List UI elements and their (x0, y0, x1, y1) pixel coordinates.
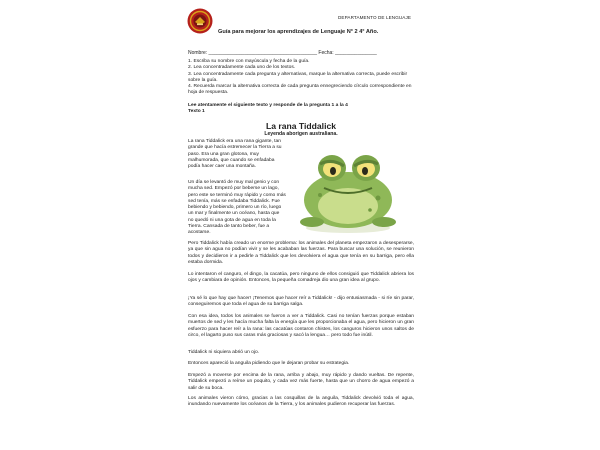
story-paragraph: Los animales vieron cómo, gracias a las cosquillas de la anguila, Tiddalick devolvió toda el agua, inundando nuevamente los océanos de la Tierra, y los animales pudieron recuperar las fuerzas. (188, 396, 414, 408)
school-crest-icon (187, 8, 213, 34)
story-paragraph: Pero Tiddalick había creado un enorme problema: los animales del planeta empezaron a desesperarse, ya que sin agua no podían vivir y se les acababan las fuerzas. Para buscar una solución, se reunieron todos y decidieron ir a pedirle a Tiddalick que les devolviera el agua que tenía en su barriga, pero ella estaba dormida. (188, 241, 414, 265)
instruction-item: 1. Escriba su nombre con mayúscula y fecha de la guía. (188, 59, 310, 64)
instruction-item: 3. Lea concentradamente cada pregunta y alternativas, marque la alternativa correcta, puede escribir sobre la guía. (188, 71, 408, 83)
story-paragraph: Con esa idea, todos los animales se fueron a ver a Tiddalick. Casi no tenían fuerzas porque estaban muertos de sed y les hacía mucha falta la energía que les proporcionaba el agua, pero hicieron un gran esfuerzo para hacer reír a la rana: las cacatúas contaron chistes, los canguros hicieron unos saltos de circo, el lagarto puso sus caras más graciosas y sacó la lengua… pero todo fue inútil. (188, 314, 414, 338)
story-column (188, 139, 286, 170)
guide-title: Guía para mejorar los aprendizajes de Lenguaje N° 2 4° Año. (218, 29, 379, 35)
story-paragraph: ¡Ya sé lo que hay que hacer! ¡Tenemos que hacer reír a Tiddalick! - dijo entusiasmada - si ríe sin parar, conseguiremos que toda el agua de su barriga salga. (188, 296, 414, 308)
story-paragraph: Empezó a moverse por encima de la rana, arriba y abajo, muy rápido y dando vueltas. De repente, Tiddalick empezó a reírse un poquito, y cada vez más fuerte, hasta que un chorro de agua empezó a salir de su boca. (188, 373, 414, 391)
reading-prompt-line: Lee atentamente el siguiente texto y responde de la pregunta 1 a la 4 (188, 103, 348, 108)
instructions-list (188, 59, 413, 97)
frog-illustration (290, 140, 405, 235)
story-paragraph: Entonces apareció la anguila pidiendo que le dejaran probar su estrategia. (188, 361, 350, 366)
instruction-item: 2. Lea concentradamente cada uno de los textos. (188, 65, 296, 71)
story-paragraph: Lo intentaron el canguro, el dingo, la cacatúa, pero ninguno de ellos consiguió que Tiddalick abriera los ojos y cambiara de opinión. Entonces, la pequeña comadreja dio una gran idea al grupo. (188, 272, 414, 284)
text-number: Texto 1 (188, 109, 205, 115)
reading-prompt (188, 103, 348, 116)
story-paragraph: Un día se levantó de muy mal genio y con mucha sed. Empezó por beberse un lago, pero este se terminó muy rápido y como más sed tenía, más se enfadaba Tiddalick. Fue bebiendo y bebiendo, primero un río, luego un mar y finalmente un océano, hasta que no quedó ni una gota de agua en toda la Tierra. Cansada de tanto beber, fue a acostarse. (188, 180, 286, 236)
story-paragraph: La rana Tiddalick era una rana gigante, tan grande que hacía estremecer la Tierra a su paso. Era una gran glotona, muy malhumorada, que cuando se enfadaba podía hacer caer una montaña. (188, 139, 282, 170)
instruction-item: 4. Recuerda marcar la alternativa correcta de cada pregunta ennegreciendo círculo correspondiente en hoja de respuesta. (188, 84, 412, 96)
story-subtitle: Leyenda aborigen australiana. (264, 131, 338, 137)
story-title: La rana Tiddalick (265, 121, 337, 131)
story-column (188, 180, 286, 237)
department-label: DEPARTAMENTO DE LENGUAJE (338, 15, 412, 20)
story-paragraph: Tiddalick ni siquiera abrió un ojo. (188, 350, 260, 355)
name-date-line: Nombre: _______________________________________ Fecha: _______________ (188, 50, 377, 56)
